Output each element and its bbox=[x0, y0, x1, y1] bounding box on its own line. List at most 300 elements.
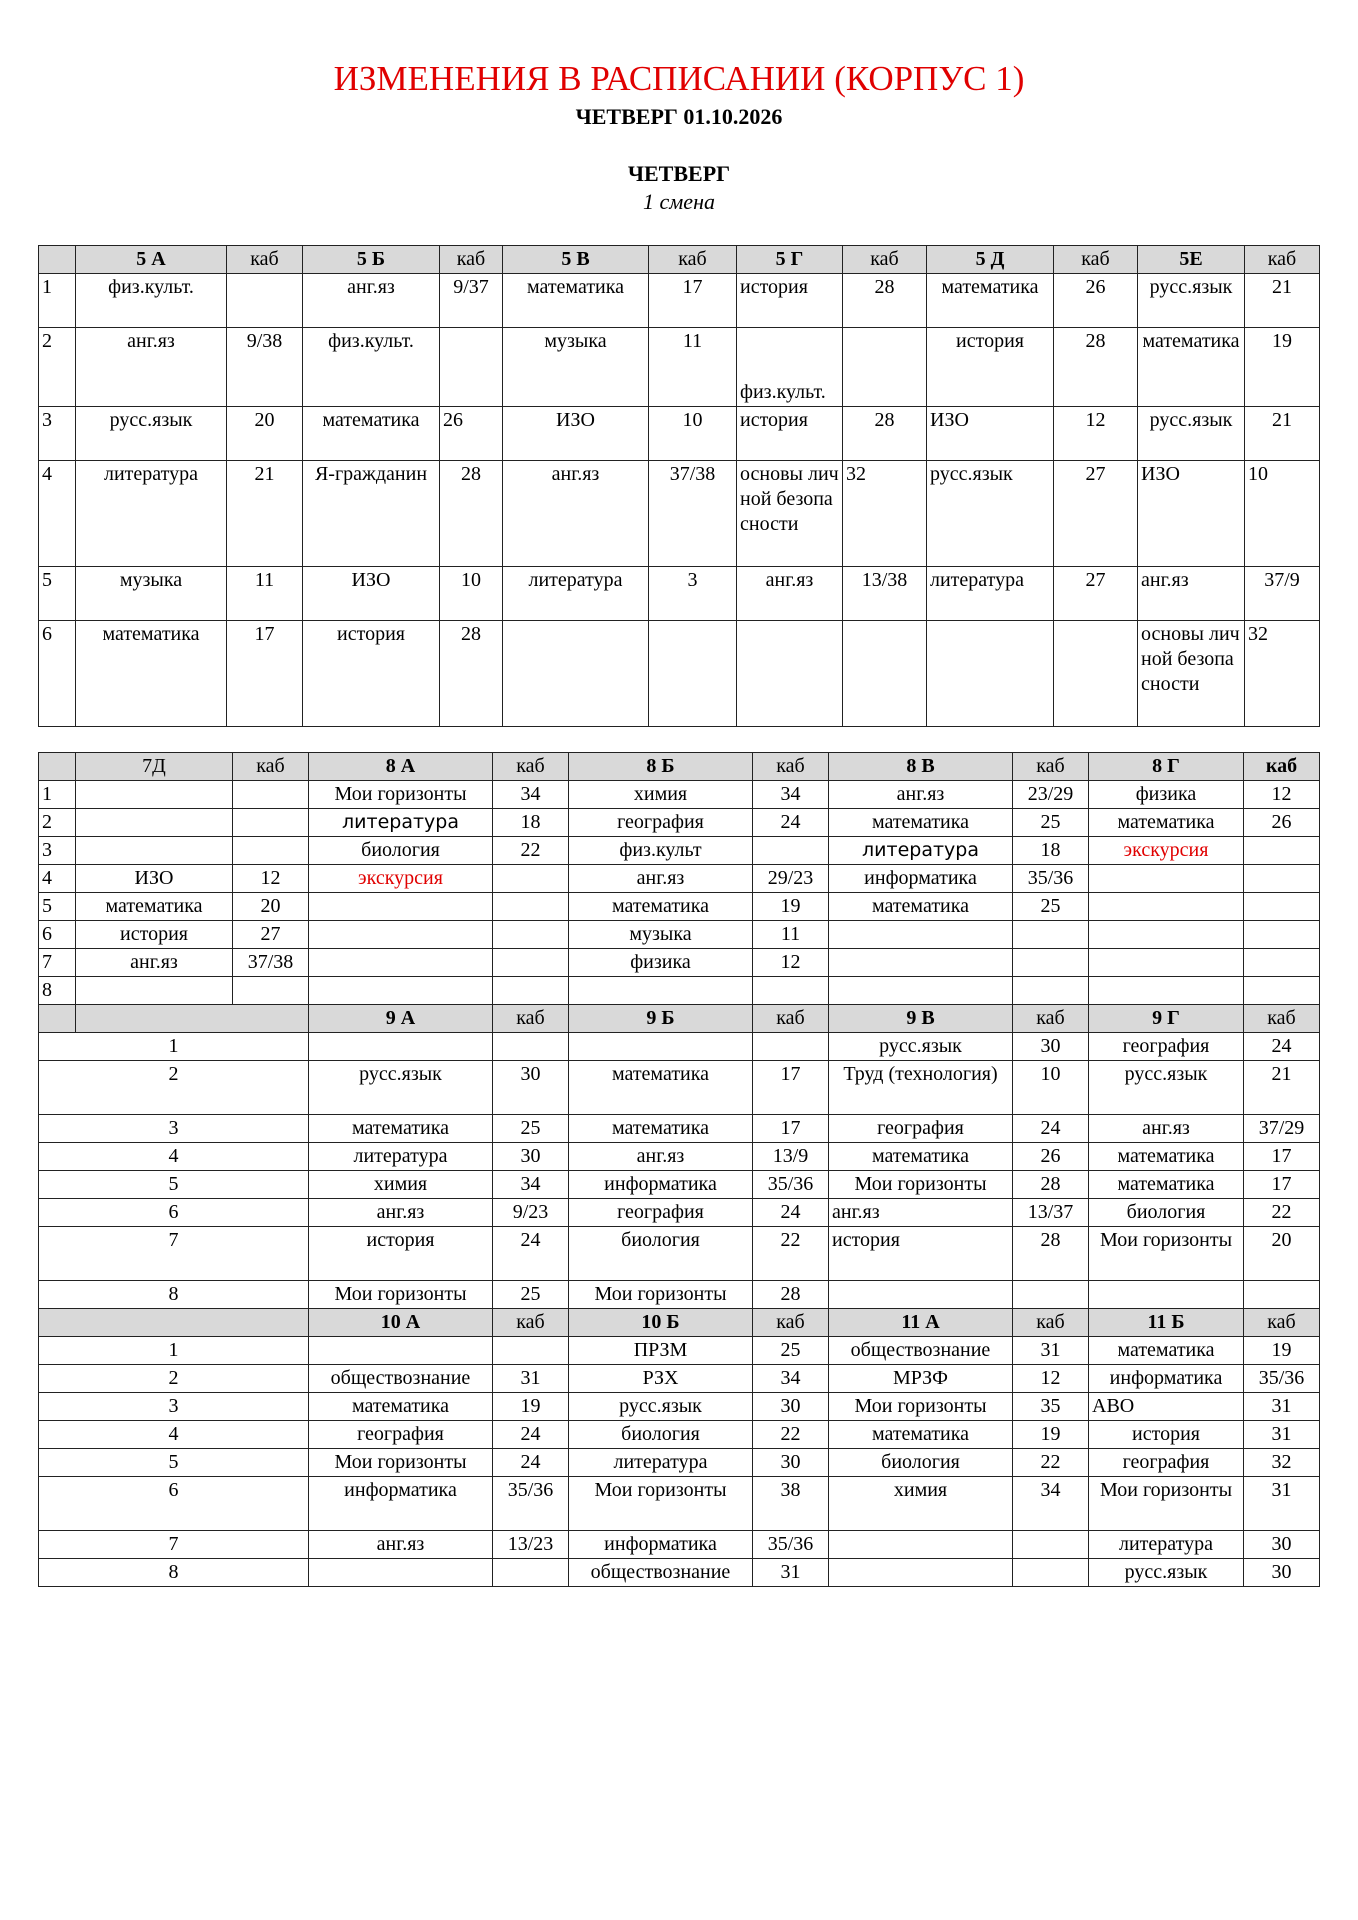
table-cell: анг.яз bbox=[569, 865, 753, 893]
table-cell: география bbox=[1089, 1449, 1244, 1477]
header-cell bbox=[39, 246, 76, 274]
table-cell: ИЗО bbox=[927, 407, 1054, 461]
table-cell: 22 bbox=[493, 837, 569, 865]
table-cell: Мои горизонты bbox=[309, 781, 493, 809]
table-cell: математика bbox=[569, 1061, 753, 1115]
table-cell: 13/37 bbox=[1013, 1199, 1089, 1227]
table-cell: информатика bbox=[569, 1531, 753, 1559]
table-cell bbox=[829, 1531, 1013, 1559]
table-row bbox=[39, 1559, 1320, 1587]
table-cell bbox=[1089, 1281, 1244, 1309]
header-cell: каб bbox=[1013, 1005, 1089, 1033]
table-row bbox=[39, 461, 1320, 567]
header-cell bbox=[39, 753, 76, 781]
table-cell: 31 bbox=[493, 1365, 569, 1393]
table-cell: Мои горизонты bbox=[569, 1281, 753, 1309]
table-cell: 22 bbox=[753, 1227, 829, 1281]
table-cell bbox=[493, 921, 569, 949]
table-cell: анг.яз bbox=[569, 1143, 753, 1171]
table-cell: 21 bbox=[227, 461, 303, 567]
table-cell: 34 bbox=[753, 781, 829, 809]
table-cell: 10 bbox=[1245, 461, 1320, 567]
table-cell: 22 bbox=[1244, 1199, 1320, 1227]
lesson-number: 1 bbox=[39, 1033, 309, 1061]
table-cell: 25 bbox=[493, 1115, 569, 1143]
table-cell: ИЗО bbox=[76, 865, 233, 893]
table-cell: математика bbox=[309, 1115, 493, 1143]
lesson-number: 7 bbox=[39, 1531, 309, 1559]
table-cell: 34 bbox=[1013, 1477, 1089, 1531]
header-cell: 8 А bbox=[309, 753, 493, 781]
table-cell: анг.яз bbox=[76, 328, 227, 407]
table-cell: математика bbox=[569, 1115, 753, 1143]
table-cell bbox=[1244, 1281, 1320, 1309]
table-cell: МРЗФ bbox=[829, 1365, 1013, 1393]
table-cell: анг.яз bbox=[309, 1199, 493, 1227]
table-row bbox=[39, 893, 1320, 921]
header-cell: 8 Б bbox=[569, 753, 753, 781]
table-cell bbox=[1013, 1531, 1089, 1559]
table-cell: физика bbox=[1089, 781, 1244, 809]
table-cell bbox=[829, 949, 1013, 977]
table-cell: 24 bbox=[1244, 1033, 1320, 1061]
table-cell bbox=[493, 1337, 569, 1365]
table-cell: 31 bbox=[1244, 1393, 1320, 1421]
table-cell: русс.язык bbox=[927, 461, 1054, 567]
table-cell bbox=[493, 1559, 569, 1587]
table-cell: ИЗО bbox=[303, 567, 440, 621]
table-cell: Мои горизонты bbox=[309, 1449, 493, 1477]
table-cell: биология bbox=[1089, 1199, 1244, 1227]
table-cell: 12 bbox=[1244, 781, 1320, 809]
table-cell: Мои горизонты bbox=[1089, 1477, 1244, 1531]
table-cell bbox=[829, 977, 1013, 1005]
table-cell: биология bbox=[829, 1449, 1013, 1477]
table-cell: 30 bbox=[1244, 1559, 1320, 1587]
table-cell: анг.яз bbox=[309, 1531, 493, 1559]
table-cell: 21 bbox=[1245, 407, 1320, 461]
table-cell: физ.культ. bbox=[76, 274, 227, 328]
lesson-number: 4 bbox=[39, 1143, 309, 1171]
table-cell bbox=[1013, 1281, 1089, 1309]
table-cell bbox=[493, 949, 569, 977]
table-cell: 9/23 bbox=[493, 1199, 569, 1227]
table-cell: Мои горизонты bbox=[569, 1477, 753, 1531]
table-cell: 24 bbox=[1013, 1115, 1089, 1143]
table-cell: 23/29 bbox=[1013, 781, 1089, 809]
table-cell: Мои горизонты bbox=[1089, 1227, 1244, 1281]
table-cell bbox=[1054, 621, 1138, 727]
table-cell: 24 bbox=[753, 809, 829, 837]
table-cell: АВО bbox=[1089, 1393, 1244, 1421]
table-cell: литература bbox=[829, 837, 1013, 865]
table-cell: география bbox=[569, 1199, 753, 1227]
table-cell bbox=[569, 977, 753, 1005]
table-cell: 27 bbox=[1054, 567, 1138, 621]
table-cell: русс.язык bbox=[1089, 1061, 1244, 1115]
header-cell: 7Д bbox=[76, 753, 233, 781]
table-cell: 17 bbox=[1244, 1143, 1320, 1171]
table-cell: 18 bbox=[493, 809, 569, 837]
table-cell: история bbox=[303, 621, 440, 727]
table-cell: литература bbox=[503, 567, 649, 621]
table-cell: 28 bbox=[440, 621, 503, 727]
table-cell: 31 bbox=[1244, 1477, 1320, 1531]
header-cell: 10 А bbox=[309, 1309, 493, 1337]
table-cell: 35/36 bbox=[753, 1171, 829, 1199]
table-row bbox=[39, 1143, 1320, 1171]
table-cell bbox=[1089, 949, 1244, 977]
header-cell: каб bbox=[1244, 1005, 1320, 1033]
header-cell: каб bbox=[843, 246, 927, 274]
table-cell: 37/38 bbox=[233, 949, 309, 977]
table-cell bbox=[569, 1033, 753, 1061]
table-cell: 34 bbox=[493, 1171, 569, 1199]
header-cell: 11 А bbox=[829, 1309, 1013, 1337]
table-cell: география bbox=[1089, 1033, 1244, 1061]
table-cell: 25 bbox=[753, 1337, 829, 1365]
lesson-number: 5 bbox=[39, 1171, 309, 1199]
table-cell: 18 bbox=[1013, 837, 1089, 865]
table-cell bbox=[1244, 837, 1320, 865]
table-cell: 31 bbox=[1013, 1337, 1089, 1365]
table-cell: литература bbox=[569, 1449, 753, 1477]
table-cell: история bbox=[309, 1227, 493, 1281]
table-cell: 19 bbox=[1013, 1421, 1089, 1449]
table-cell: 10 bbox=[440, 567, 503, 621]
table-cell: математика bbox=[1089, 1337, 1244, 1365]
table-cell: 38 bbox=[753, 1477, 829, 1531]
lesson-number: 3 bbox=[39, 1115, 309, 1143]
table-cell bbox=[1089, 977, 1244, 1005]
header-cell: 11 Б bbox=[1089, 1309, 1244, 1337]
header-cell bbox=[76, 1005, 309, 1033]
table-cell: литература bbox=[309, 1143, 493, 1171]
lesson-number: 6 bbox=[39, 621, 76, 727]
table-cell: 30 bbox=[493, 1143, 569, 1171]
lesson-number: 4 bbox=[39, 461, 76, 567]
table-cell: Мои горизонты bbox=[309, 1281, 493, 1309]
table-cell: экскурсия bbox=[1089, 837, 1244, 865]
table-cell: обществознание bbox=[829, 1337, 1013, 1365]
schedule-table-grades-7-11 bbox=[38, 752, 1320, 1587]
table-cell: математика bbox=[927, 274, 1054, 328]
table-cell bbox=[309, 1337, 493, 1365]
table-cell: русс.язык bbox=[1138, 407, 1245, 461]
table-cell: математика bbox=[503, 274, 649, 328]
table-row bbox=[39, 621, 1320, 727]
table-cell: математика bbox=[76, 621, 227, 727]
table-cell: биология bbox=[569, 1227, 753, 1281]
table-row bbox=[39, 1033, 1320, 1061]
table-cell bbox=[309, 977, 493, 1005]
table-cell: 19 bbox=[1245, 328, 1320, 407]
table-cell: 21 bbox=[1244, 1061, 1320, 1115]
table-cell bbox=[76, 809, 233, 837]
lesson-number: 1 bbox=[39, 781, 76, 809]
table-cell: Я-гражданин bbox=[303, 461, 440, 567]
table-cell: 11 bbox=[649, 328, 737, 407]
table-row bbox=[39, 921, 1320, 949]
table-cell bbox=[843, 621, 927, 727]
header-cell: каб bbox=[440, 246, 503, 274]
table-cell: история bbox=[76, 921, 233, 949]
table-cell bbox=[493, 1033, 569, 1061]
table-cell bbox=[76, 781, 233, 809]
table-cell: математика bbox=[1138, 328, 1245, 407]
table-cell: история bbox=[927, 328, 1054, 407]
table-cell: обществознание bbox=[309, 1365, 493, 1393]
table-cell: математика bbox=[309, 1393, 493, 1421]
table-cell: информатика bbox=[829, 865, 1013, 893]
table-cell: 37/38 bbox=[649, 461, 737, 567]
table-cell: 13/38 bbox=[843, 567, 927, 621]
table-cell: 32 bbox=[1245, 621, 1320, 727]
table-cell: химия bbox=[309, 1171, 493, 1199]
table-cell: 10 bbox=[649, 407, 737, 461]
lesson-number: 2 bbox=[39, 1365, 309, 1393]
table-cell bbox=[440, 328, 503, 407]
table-cell: русс.язык bbox=[1138, 274, 1245, 328]
table-cell bbox=[233, 977, 309, 1005]
table-cell: математика bbox=[829, 809, 1013, 837]
table-cell bbox=[753, 837, 829, 865]
table-header-row bbox=[39, 1309, 1320, 1337]
table-cell: литература bbox=[1089, 1531, 1244, 1559]
table-cell bbox=[233, 781, 309, 809]
table-cell: 11 bbox=[753, 921, 829, 949]
table-cell: информатика bbox=[1089, 1365, 1244, 1393]
table-cell bbox=[309, 1559, 493, 1587]
table-cell: литература bbox=[76, 461, 227, 567]
table-row bbox=[39, 809, 1320, 837]
table-row bbox=[39, 1421, 1320, 1449]
table-cell: литература bbox=[927, 567, 1054, 621]
table-cell: 30 bbox=[1244, 1531, 1320, 1559]
table-cell bbox=[309, 1033, 493, 1061]
table-cell bbox=[1013, 977, 1089, 1005]
table-cell: информатика bbox=[569, 1171, 753, 1199]
table-cell: 17 bbox=[227, 621, 303, 727]
table-cell: 35/36 bbox=[1013, 865, 1089, 893]
header-cell: 9 Г bbox=[1089, 1005, 1244, 1033]
table-cell: русс.язык bbox=[309, 1061, 493, 1115]
table-cell: 3 bbox=[649, 567, 737, 621]
table-cell: 31 bbox=[753, 1559, 829, 1587]
table-cell: русс.язык bbox=[76, 407, 227, 461]
table-cell: география bbox=[309, 1421, 493, 1449]
table-cell bbox=[309, 921, 493, 949]
table-row bbox=[39, 977, 1320, 1005]
header-cell: каб bbox=[1054, 246, 1138, 274]
table-cell: 28 bbox=[1054, 328, 1138, 407]
table-cell bbox=[1244, 977, 1320, 1005]
table-cell: 30 bbox=[493, 1061, 569, 1115]
table-cell: основы личной безопасности bbox=[1138, 621, 1245, 727]
table-row bbox=[39, 949, 1320, 977]
header-cell: 9 Б bbox=[569, 1005, 753, 1033]
table-cell bbox=[233, 837, 309, 865]
table-cell: 35 bbox=[1013, 1393, 1089, 1421]
header-cell bbox=[39, 1309, 309, 1337]
table-row bbox=[39, 1199, 1320, 1227]
table-cell: 21 bbox=[1245, 274, 1320, 328]
table-cell bbox=[753, 977, 829, 1005]
table-cell: литература bbox=[309, 809, 493, 837]
day-heading: ЧЕТВЕРГ bbox=[627, 161, 731, 186]
table-cell bbox=[1013, 1559, 1089, 1587]
table-cell: 26 bbox=[440, 407, 503, 461]
table-cell bbox=[1244, 949, 1320, 977]
table-cell: анг.яз bbox=[829, 781, 1013, 809]
table-cell: математика bbox=[829, 893, 1013, 921]
schedule-table-grade-5 bbox=[38, 245, 1320, 727]
table-cell: химия bbox=[569, 781, 753, 809]
table-row bbox=[39, 1393, 1320, 1421]
lesson-number: 3 bbox=[39, 407, 76, 461]
table-cell: 24 bbox=[493, 1421, 569, 1449]
header-cell: 10 Б bbox=[569, 1309, 753, 1337]
header-cell: каб bbox=[493, 1309, 569, 1337]
table-row bbox=[39, 1061, 1320, 1115]
table-cell: математика bbox=[76, 893, 233, 921]
shift-label: 1 смена bbox=[643, 189, 715, 214]
lesson-number: 6 bbox=[39, 1199, 309, 1227]
header-cell: каб bbox=[233, 753, 309, 781]
table-row bbox=[39, 781, 1320, 809]
table-cell: 10 bbox=[1013, 1061, 1089, 1115]
table-row bbox=[39, 567, 1320, 621]
lesson-number: 2 bbox=[39, 1061, 309, 1115]
header-cell: каб bbox=[227, 246, 303, 274]
table-cell: русс.язык bbox=[569, 1393, 753, 1421]
table-cell bbox=[649, 621, 737, 727]
table-cell: Труд (технология) bbox=[829, 1061, 1013, 1115]
table-cell: 19 bbox=[1244, 1337, 1320, 1365]
table-cell: анг.яз bbox=[503, 461, 649, 567]
table-cell: 24 bbox=[493, 1449, 569, 1477]
table-cell: 12 bbox=[1013, 1365, 1089, 1393]
table-cell: 24 bbox=[753, 1199, 829, 1227]
table-cell bbox=[753, 1033, 829, 1061]
lesson-number: 1 bbox=[39, 1337, 309, 1365]
table-cell: 30 bbox=[753, 1449, 829, 1477]
header-cell: 5 Б bbox=[303, 246, 440, 274]
table-cell: анг.яз bbox=[1138, 567, 1245, 621]
lesson-number: 4 bbox=[39, 865, 76, 893]
table-cell bbox=[1244, 865, 1320, 893]
table-cell bbox=[309, 949, 493, 977]
header-cell: каб bbox=[493, 753, 569, 781]
table-cell: основы личной безопасности bbox=[737, 461, 843, 567]
table-cell: физ.культ. bbox=[737, 328, 843, 407]
table-row bbox=[39, 1449, 1320, 1477]
table-cell bbox=[1013, 949, 1089, 977]
table-header-row bbox=[39, 246, 1320, 274]
table-cell: география bbox=[829, 1115, 1013, 1143]
table-cell: экскурсия bbox=[309, 865, 493, 893]
table-cell bbox=[1089, 865, 1244, 893]
lesson-number: 6 bbox=[39, 921, 76, 949]
table-cell: 37/29 bbox=[1244, 1115, 1320, 1143]
table-cell: анг.яз bbox=[737, 567, 843, 621]
table-cell: музыка bbox=[503, 328, 649, 407]
table-row bbox=[39, 1531, 1320, 1559]
table-cell: 17 bbox=[753, 1061, 829, 1115]
lesson-number: 1 bbox=[39, 274, 76, 328]
header-cell: 5 Д bbox=[927, 246, 1054, 274]
table-cell bbox=[493, 893, 569, 921]
table-cell: 30 bbox=[1013, 1033, 1089, 1061]
table-cell: 37/9 bbox=[1245, 567, 1320, 621]
table-cell bbox=[927, 621, 1054, 727]
table-cell bbox=[233, 809, 309, 837]
table-cell: 17 bbox=[649, 274, 737, 328]
table-cell: биология bbox=[309, 837, 493, 865]
table-cell: физ.культ bbox=[569, 837, 753, 865]
table-cell: 28 bbox=[1013, 1227, 1089, 1281]
table-cell: русс.язык bbox=[1089, 1559, 1244, 1587]
lesson-number: 8 bbox=[39, 1281, 309, 1309]
table-row bbox=[39, 1337, 1320, 1365]
header-cell: каб bbox=[649, 246, 737, 274]
lesson-number: 3 bbox=[39, 837, 76, 865]
table-cell: Мои горизонты bbox=[829, 1393, 1013, 1421]
table-cell: математика bbox=[1089, 1171, 1244, 1199]
table-cell bbox=[503, 621, 649, 727]
lesson-number: 4 bbox=[39, 1421, 309, 1449]
table-cell bbox=[1244, 893, 1320, 921]
header-cell bbox=[39, 1005, 76, 1033]
table-cell: 22 bbox=[753, 1421, 829, 1449]
table-cell: математика bbox=[829, 1421, 1013, 1449]
table-cell: 30 bbox=[753, 1393, 829, 1421]
table-row bbox=[39, 837, 1320, 865]
table-cell: информатика bbox=[309, 1477, 493, 1531]
table-cell: математика bbox=[569, 893, 753, 921]
table-cell: 29/23 bbox=[753, 865, 829, 893]
table-cell: РЗХ bbox=[569, 1365, 753, 1393]
table-header-row bbox=[39, 753, 1320, 781]
table-cell: 26 bbox=[1244, 809, 1320, 837]
table-cell bbox=[829, 1559, 1013, 1587]
header-cell: каб bbox=[1244, 1309, 1320, 1337]
table-cell: 28 bbox=[753, 1281, 829, 1309]
table-cell bbox=[829, 1281, 1013, 1309]
table-row bbox=[39, 274, 1320, 328]
table-cell bbox=[76, 837, 233, 865]
table-cell: 26 bbox=[1054, 274, 1138, 328]
table-cell: 22 bbox=[1013, 1449, 1089, 1477]
table-cell bbox=[829, 921, 1013, 949]
lesson-number: 7 bbox=[39, 949, 76, 977]
table-cell: анг.яз bbox=[1089, 1115, 1244, 1143]
header-cell: 8 В bbox=[829, 753, 1013, 781]
header-cell: каб bbox=[1245, 246, 1320, 274]
table-cell bbox=[493, 977, 569, 1005]
page-subtitle: ЧЕТВЕРГ 01.10.2026 bbox=[575, 104, 783, 129]
header-cell: 9 В bbox=[829, 1005, 1013, 1033]
table-cell: 28 bbox=[843, 274, 927, 328]
table-row bbox=[39, 328, 1320, 407]
lesson-number: 5 bbox=[39, 567, 76, 621]
table-row bbox=[39, 407, 1320, 461]
table-cell: анг.яз bbox=[76, 949, 233, 977]
header-cell: 5 В bbox=[503, 246, 649, 274]
table-cell: 28 bbox=[440, 461, 503, 567]
table-cell: математика bbox=[829, 1143, 1013, 1171]
table-cell: русс.язык bbox=[829, 1033, 1013, 1061]
